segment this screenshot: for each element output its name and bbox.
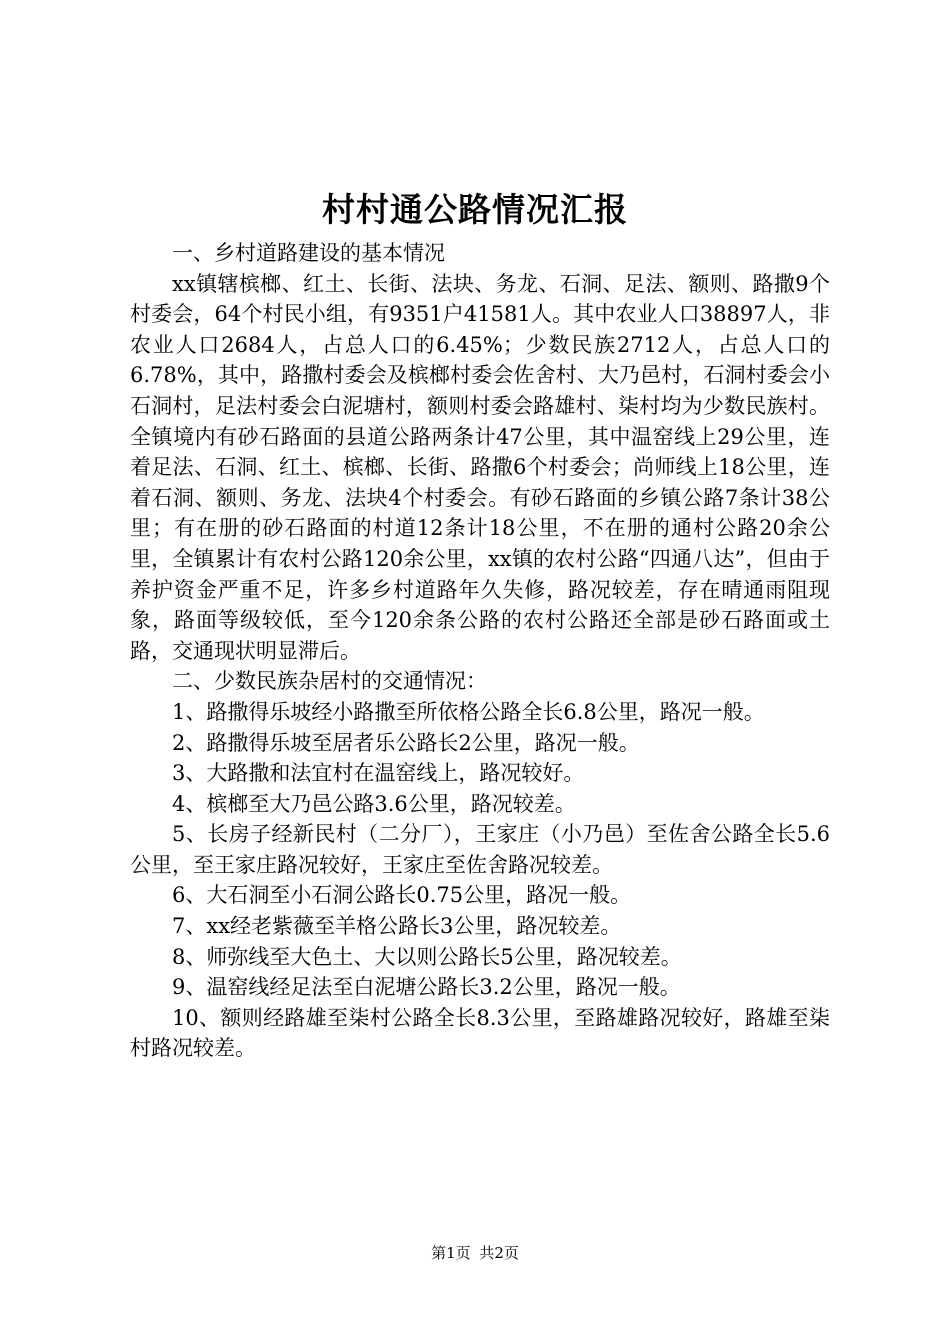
list-item: 8、师弥线至大色土、大以则公路长5公里，路况较差。 [172,944,682,969]
list-item: 4、槟榔至大乃邑公路3.6公里，路况较差。 [172,791,576,816]
list-item: 1、路撒得乐坡经小路撒至所依格公路全长6.8公里，路况一般。 [172,699,765,724]
document-title: 村村通公路情况汇报 [322,190,628,229]
list-item: 6、大石洞至小石洞公路长0.75公里，路况一般。 [172,883,632,908]
page-number: 第1页 [431,1244,471,1262]
section-heading-1: 一、乡村道路建设的基本情况 [172,241,445,265]
section-heading-2: 二、少数民族杂居村的交通情况： [172,669,487,694]
list-item: 2、路撒得乐坡至居者乐公路长2公里，路况一般。 [172,730,640,755]
list-item: 10、额则经路雄至柒村公路全长8.3公里，至路雄路况较好，路雄至柒村路况较差。 [130,1005,830,1061]
document-body [130,238,830,1064]
body-paragraph: xx镇辖槟榔、红土、长街、法块、务龙、石洞、足法、额则、路撒9个村委会，64个村民小组，有9351户41581人。其中农业人口38897人，非农业人口2684人，占总人口的6.45%；少数民族2712人，占总人口的6.78%，其中，路撒村委会及槟榔村委会佐舍村、大乃邑村，石洞村委会小石洞村，足法村委会白泥塘村，额则村委会路雄村、柒村均为少数民族村。全镇境内有砂石路面的县道公路两条计47公里，其中温窑线上29公里，连着足法、石洞、红土、槟榔、长街、路撒6个村委会；尚师线上18公里，连着石洞、额则、务龙、法块4个村委会。有砂石路面的乡镇公路7条计38公里；有在册的砂石路面的村道12条计18公里，不在册的通村公路20余公里，全镇累计有农村公路120余公里，xx镇的农村公路“四通八达”，但由于养护资金严重不足，许多乡村道路年久失修，路况较差，存在晴通雨阻现象，路面等级较低，至今120余条公路的农村公路还全部是砂石路面或土路，交通现状明显滞后。 [130,271,830,663]
page-total: 共2页 [479,1244,519,1262]
list-item: 3、大路撒和法宜村在温窑线上，路况较好。 [172,761,585,786]
list-item: 5、长房子经新民村（二分厂），王家庄（小乃邑）至佐舍公路全长5.6公里，至王家庄路况较好，王家庄至佐舍路况较差。 [130,822,830,877]
page-footer [0,1243,950,1263]
list-item: 7、xx经老紫薇至羊格公路长3公里，路况较差。 [172,914,622,939]
list-item: 9、温窑线经足法至白泥塘公路长3.2公里，路况一般。 [172,975,681,1000]
